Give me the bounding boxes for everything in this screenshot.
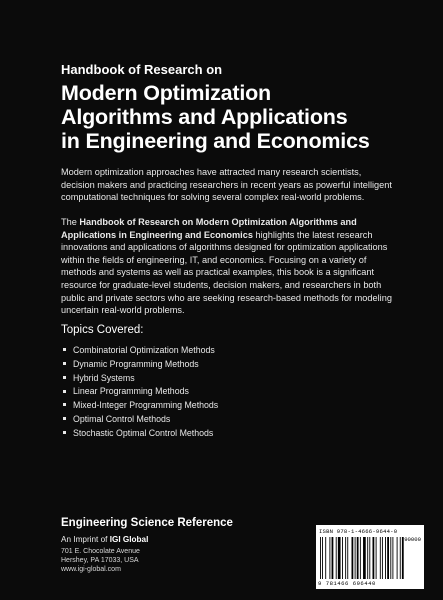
imprint-name: IGI Global xyxy=(109,535,149,544)
barcode-bar xyxy=(363,537,366,579)
isbn-text: ISBN 978-1-4666-9644-0 xyxy=(319,528,398,535)
barcode-bar xyxy=(329,537,330,579)
series-title: Handbook of Research on xyxy=(61,62,223,77)
barcode-bars-icon xyxy=(320,537,404,579)
description-line: public and private sectors who are seeking research-based methods for modeling xyxy=(61,292,392,303)
publisher-name: Engineering Science Reference xyxy=(61,517,233,529)
description-prefix: The xyxy=(61,217,80,227)
barcode-bar xyxy=(387,537,389,579)
bullet-icon xyxy=(63,417,66,420)
imprint-line xyxy=(61,535,148,544)
publisher-website: www.igi-global.com xyxy=(61,566,121,574)
topic-label: Combinatorial Optimization Methods xyxy=(73,345,215,355)
topic-item xyxy=(61,399,361,413)
intro-line: decision makers and practicing researchers in recent years as powerful intelligent xyxy=(61,179,392,190)
topic-label: Dynamic Programming Methods xyxy=(73,358,199,369)
barcode-bar xyxy=(322,537,323,579)
barcode-bar xyxy=(357,537,359,579)
barcode-bar xyxy=(336,537,337,579)
topic-label: Hybrid Systems xyxy=(73,372,135,383)
barcode-bar xyxy=(380,537,381,579)
barcode-bar xyxy=(392,537,393,579)
bullet-icon xyxy=(63,362,66,365)
description-line: innovations and applications of algorithms designed for optimization applications xyxy=(61,242,388,253)
description-line xyxy=(61,216,401,229)
topic-item xyxy=(61,427,361,441)
barcode-bar xyxy=(338,537,341,579)
topic-label: Linear Programming Methods xyxy=(73,386,189,397)
book-title xyxy=(61,81,401,153)
description-line: uncertain real-world problems. xyxy=(61,305,185,316)
topic-item xyxy=(61,344,361,358)
price-code: 90000 xyxy=(404,536,421,543)
description-line xyxy=(61,229,401,242)
bullet-icon xyxy=(63,390,66,393)
description-paragraph xyxy=(61,216,401,317)
barcode-bar xyxy=(382,537,383,579)
bullet-icon xyxy=(63,431,66,434)
topic-label: Optimal Control Methods xyxy=(73,413,171,424)
description-text: highlights the latest research xyxy=(252,229,373,240)
bullet-icon xyxy=(63,348,66,351)
topic-item xyxy=(61,372,361,386)
title-line: Algorithms and Applications xyxy=(61,105,348,129)
topic-label: Stochastic Optimal Control Methods xyxy=(73,427,214,438)
topic-item xyxy=(61,385,361,399)
topic-item xyxy=(61,413,361,427)
barcode-bar xyxy=(325,537,326,579)
bullet-icon xyxy=(63,376,66,379)
barcode-bar xyxy=(390,537,391,579)
barcode-bar xyxy=(385,537,386,579)
title-line: Modern Optimization xyxy=(61,81,271,105)
barcode-bar xyxy=(376,537,377,579)
barcode-bar xyxy=(373,537,375,579)
topics-list xyxy=(61,344,361,441)
intro-paragraph xyxy=(61,166,401,204)
title-line: in Engineering and Economics xyxy=(61,129,370,153)
barcode-bar xyxy=(367,537,368,579)
imprint-prefix: An Imprint of xyxy=(61,535,110,544)
barcode-bar xyxy=(332,537,334,579)
bullet-icon xyxy=(63,403,66,406)
intro-line: Modern optimization approaches have attracted many research scientists, xyxy=(61,167,362,177)
barcode-bar xyxy=(397,537,398,579)
barcode-bar xyxy=(345,537,346,579)
description-line: methods and systems as well as practical examples, this book is a significant xyxy=(61,267,375,278)
description-book-name: Handbook of Research on Modern Optimization Algorithms and xyxy=(79,217,357,227)
barcode-bar xyxy=(360,537,361,579)
barcode-bar xyxy=(342,537,343,579)
barcode-bar xyxy=(400,537,401,579)
publisher-address xyxy=(61,547,140,575)
barcode-digits: 9 781466 696440 xyxy=(318,580,376,587)
barcode-bar xyxy=(320,537,321,579)
topic-item xyxy=(61,358,361,372)
description-book-name-cont: Applications in Engineering and Economics xyxy=(61,229,253,240)
topic-label: Mixed-Integer Programming Methods xyxy=(73,400,219,411)
barcode-bar xyxy=(347,537,348,579)
address-line: 701 E. Chocolate Avenue xyxy=(61,548,140,555)
barcode-bar xyxy=(369,537,370,579)
barcode-bar xyxy=(352,537,354,579)
isbn-barcode xyxy=(316,525,424,589)
topics-heading: Topics Covered: xyxy=(61,324,144,336)
description-line: resource for graduate-level students, decision makers, and researchers in both xyxy=(61,279,382,290)
barcode-bar xyxy=(402,537,404,579)
intro-line: computational techniques for solving several complex real-world problems. xyxy=(61,192,365,203)
address-line: Hershey, PA 17033, USA xyxy=(61,557,139,565)
barcode-bar xyxy=(355,537,356,579)
description-line: within the fields of engineering, IT, and economics. Focusing on a variety of xyxy=(61,254,367,265)
